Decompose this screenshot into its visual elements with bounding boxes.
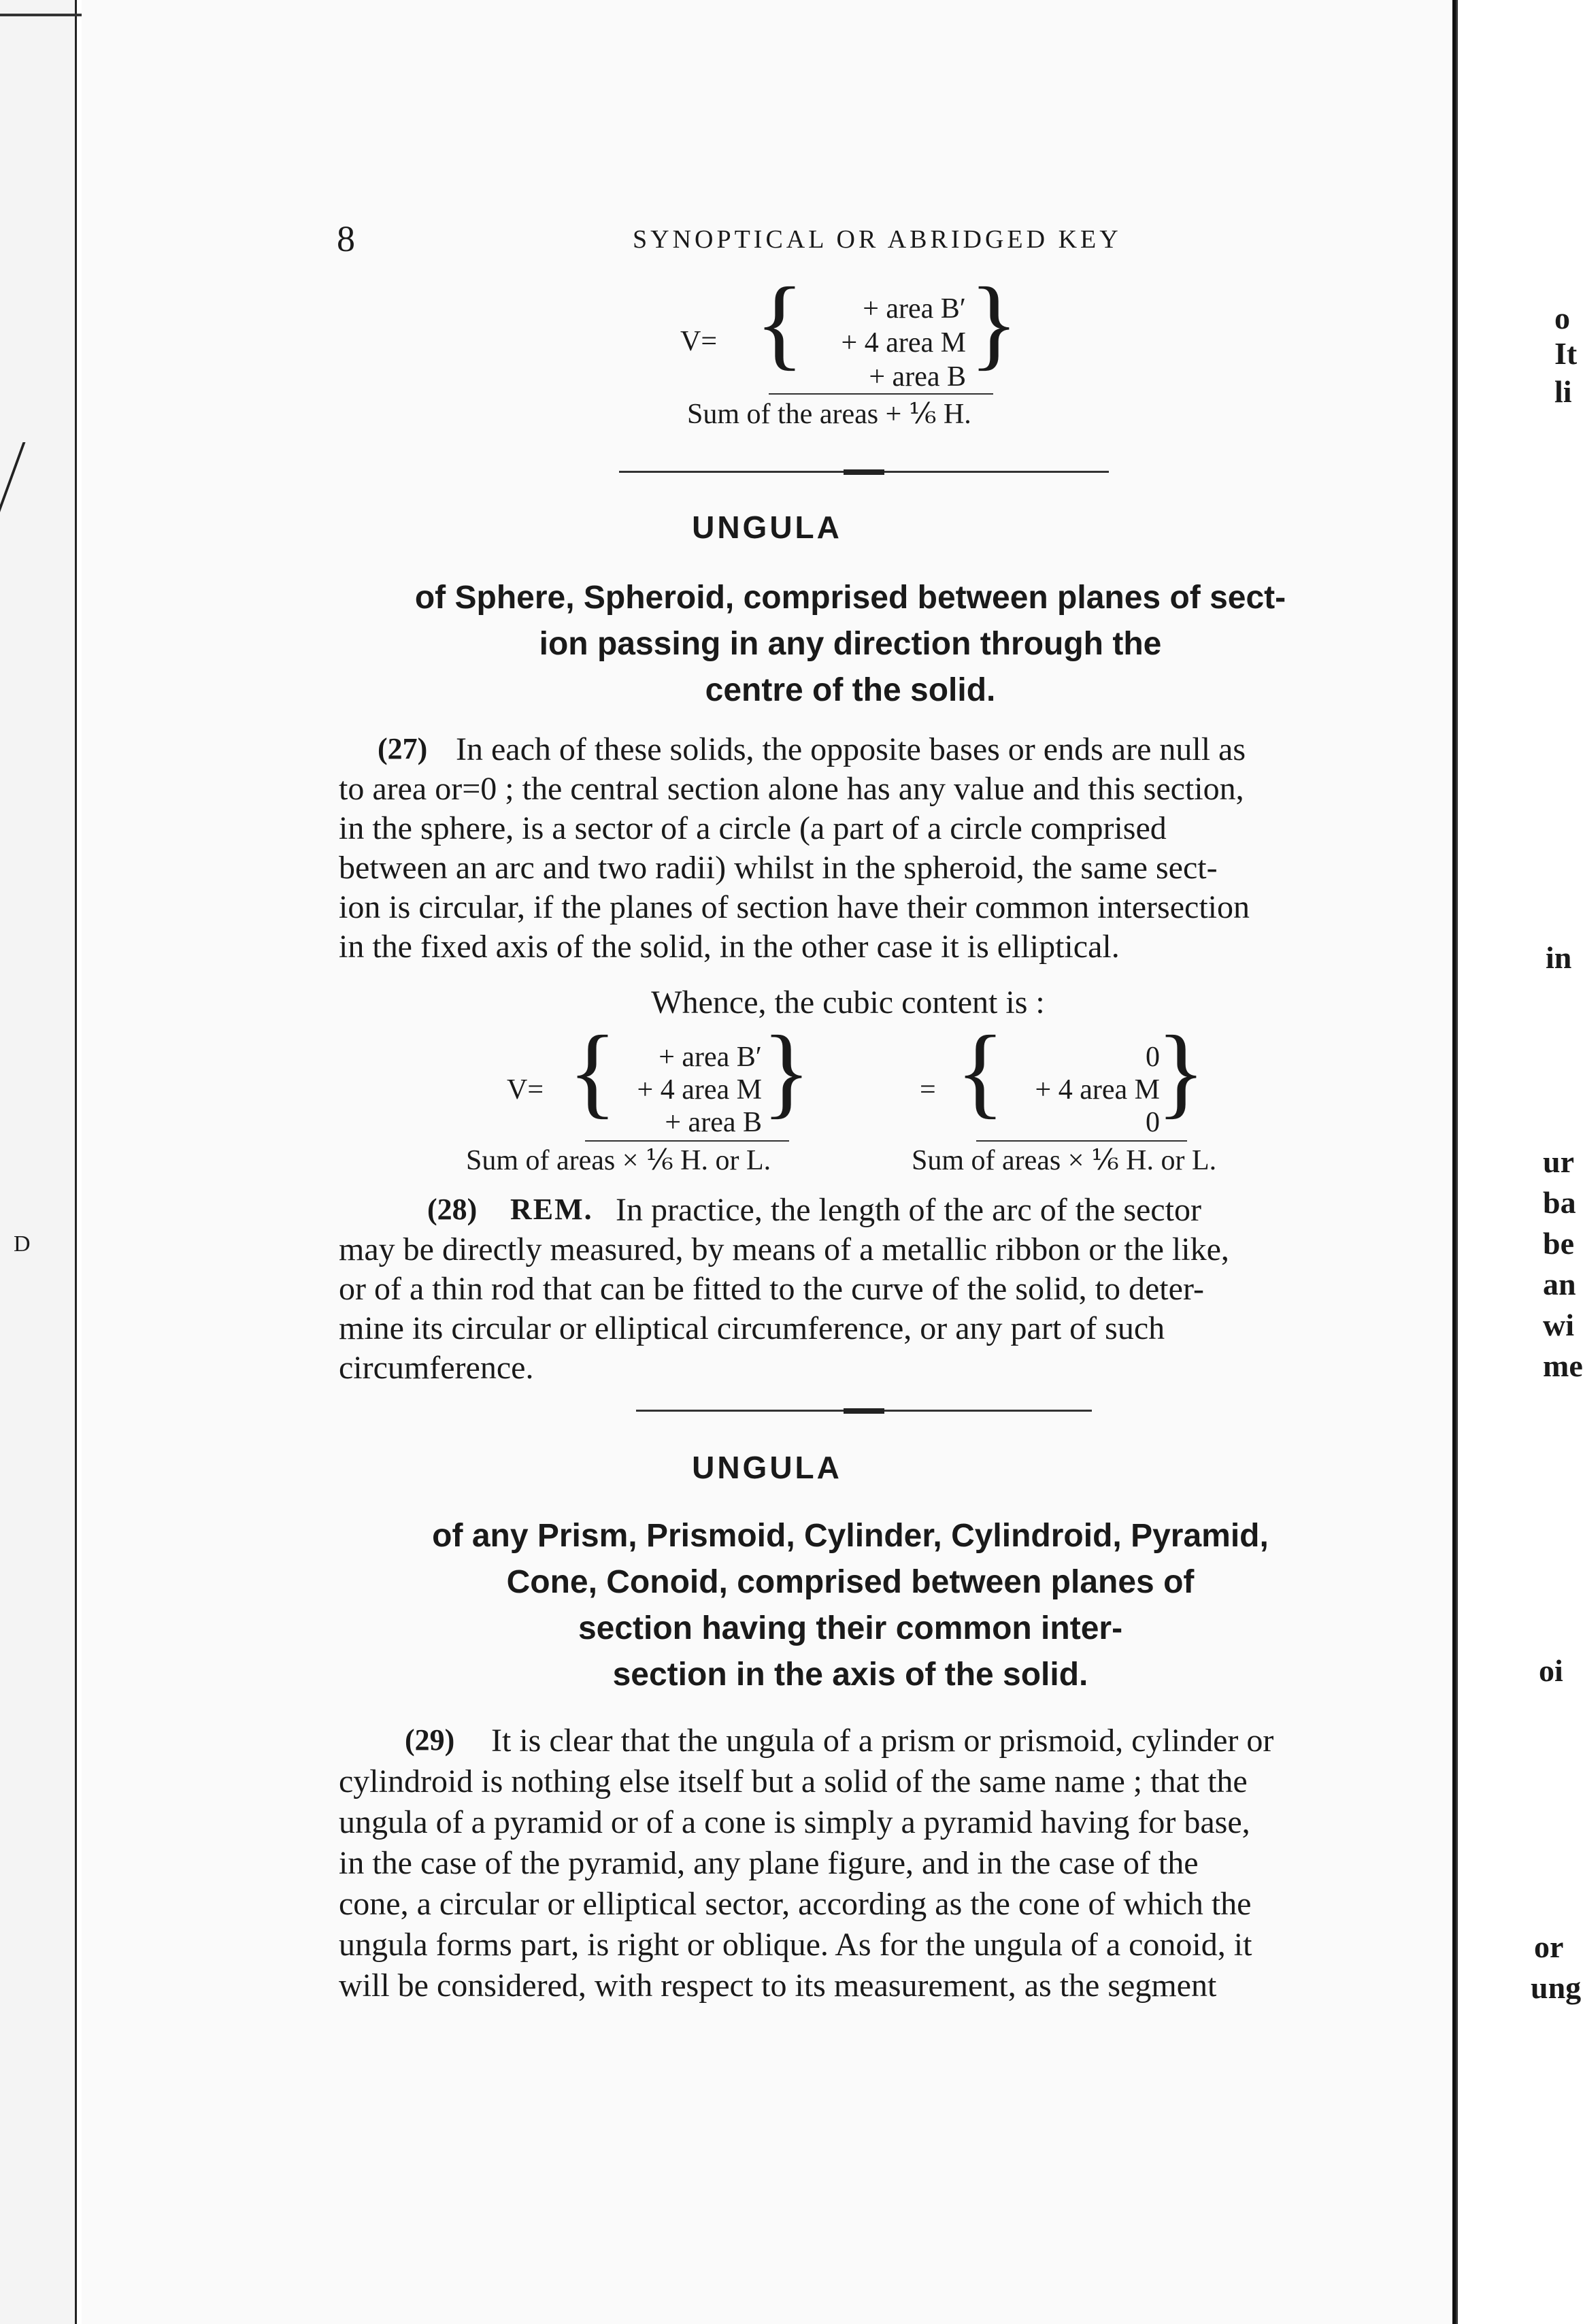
formula2-right-brace: } [762,1015,811,1128]
para29-line: cone, a circular or elliptical sector, according as the cone of which the [339,1886,1252,1922]
next-page-fragment: be [1543,1226,1574,1261]
formula2-left-brace: { [568,1015,617,1128]
divider-ornament [844,469,884,475]
section1-subtitle-line: centre of the solid. [705,672,996,708]
formula1-row: + area B′ [863,293,966,325]
para27-line: in the fixed axis of the solid, in the other case it is elliptical. [339,929,1120,965]
para29-line: will be considered, with respect to its measurement, as the segment [339,1968,1217,2004]
section1-subtitle-line: ion passing in any direction through the [539,626,1162,662]
para27-line: ion is circular, if the planes of section have their common intersection [339,889,1250,925]
formula2-right-row: + 4 area M [1035,1074,1160,1106]
next-page-fragment: ba [1543,1185,1576,1220]
left-book-edge [0,0,77,2324]
next-page-fragment: o [1554,301,1570,335]
para28-number: (28) [427,1193,478,1226]
divider-ornament [844,1408,884,1414]
formula1-fraction-bar [769,393,993,395]
next-page-fragment: It [1554,336,1578,371]
formula1-bottom: Sum of the areas + ⅙ H. [687,399,971,430]
para29-number: (29) [405,1723,455,1757]
para27-number: (27) [378,732,428,765]
section2-subtitle-line: of any Prism, Prismoid, Cylinder, Cylindroid, Pyramid, [432,1518,1269,1554]
page-number: 8 [337,218,355,259]
para27-line: In each of these solids, the opposite bases or ends are null as [456,731,1246,767]
running-title: SYNOPTICAL OR ABRIDGED KEY [633,225,1122,254]
para29-line: in the case of the pyramid, any plane figure, and in the case of the [339,1845,1199,1881]
section1-heading: UNGULA [692,510,842,545]
formula2-bottom: Sum of areas × ⅙ H. or L. [466,1145,771,1176]
formula1-row: + 4 area M [841,327,966,359]
next-page-fragment: wi [1543,1308,1574,1342]
next-page-fragment: or [1534,1929,1564,1964]
formula2-bottom-right: Sum of areas × ⅙ H. or L. [912,1145,1217,1176]
para28-rem: REM. [510,1193,593,1226]
next-page-fragment: an [1543,1267,1576,1301]
para27-line: to area or=0 ; the central section alone has any value and this section, [339,771,1244,807]
para28-line: may be directly measured, by means of a metallic ribbon or the like, [339,1231,1229,1267]
formula2-right-row: 0 [1146,1107,1160,1138]
para29-line: ungula of a pyramid or of a cone is simply a pyramid having for base, [339,1804,1250,1840]
formula2-right-left-brace: { [956,1015,1005,1128]
formula2-row: + area B′ [659,1042,762,1073]
next-page-fragment: me [1543,1348,1583,1383]
formula2-row: + area B [665,1107,762,1138]
para29-line: ungula forms part, is right or oblique. As for the ungula of a conoid, it [339,1927,1252,1963]
next-page-fragment: oi [1539,1653,1563,1688]
formula1-lhs: V= [680,326,718,357]
section1-subtitle-line: of Sphere, Spheroid, comprised between planes of sect- [414,580,1286,616]
left-margin-mark: D [14,1231,31,1257]
formula2-eq: = [920,1074,936,1106]
para28-line: circumference. [339,1350,534,1386]
formula2-lhs: V= [507,1074,544,1106]
formula1-row: + area B [869,361,966,393]
formula2-right-fraction-bar [976,1140,1187,1142]
next-page-fragment: ur [1543,1144,1574,1179]
para27-line: in the sphere, is a sector of a circle (a part of a circle comprised [339,810,1167,846]
para28-line: mine its circular or elliptical circumference, or any part of such [339,1310,1165,1346]
para29-line: It is clear that the ungula of a prism or prismoid, cylinder or [491,1723,1274,1759]
section2-subtitle-line: Cone, Conoid, comprised between planes of [506,1564,1195,1600]
section2-heading: UNGULA [692,1450,842,1485]
section2-subtitle-line: section in the axis of the solid. [612,1657,1088,1693]
formula2-fraction-bar [585,1140,789,1142]
next-page-fragment: ung [1531,1970,1582,2005]
para28-line: In practice, the length of the arc of the sector [616,1192,1201,1228]
para27-line: between an arc and two radii) whilst in the spheroid, the same sect- [339,850,1218,886]
formula2-right-row: 0 [1146,1042,1160,1073]
para28-line: or of a thin rod that can be fitted to the curve of the solid, to deter- [339,1271,1204,1307]
formula1-right-brace: } [969,267,1018,380]
formula2-row: + 4 area M [637,1074,762,1106]
next-page-fragment: li [1554,374,1572,409]
formula1-left-brace: { [755,267,804,380]
formula2-right-right-brace: } [1156,1015,1205,1128]
para27-whence: Whence, the cubic content is : [651,984,1045,1020]
section2-subtitle-line: section having their common inter- [578,1610,1123,1646]
next-page-fragment: in [1546,940,1572,975]
para29-line: cylindroid is nothing else itself but a solid of the same name ; that the [339,1763,1248,1799]
